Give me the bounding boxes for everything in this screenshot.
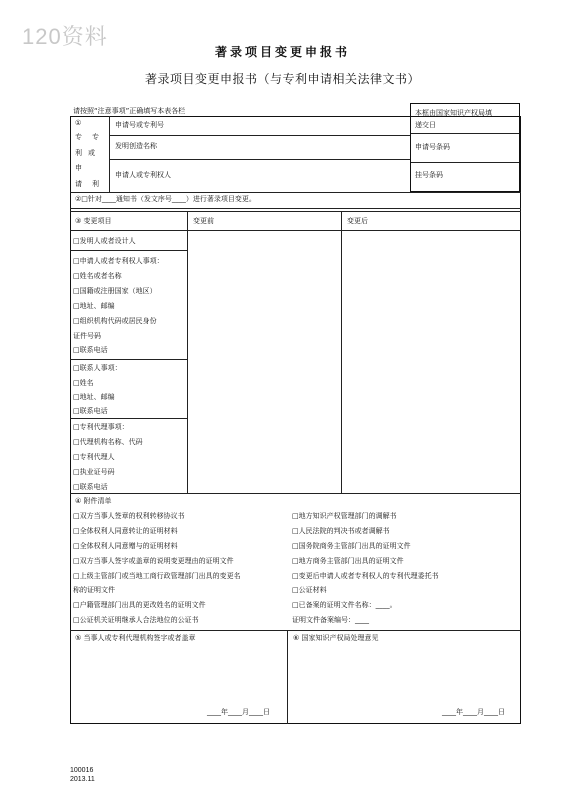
applicant-field[interactable]: 申请人或专利权人 (115, 171, 171, 179)
attachment-checkbox[interactable]: □双方当事人签章的权利转移协议书 (73, 512, 185, 520)
section1-label-char: 利 (92, 180, 99, 188)
change-item-checkbox[interactable]: □专利代理事项： (73, 423, 129, 431)
section1-label-char: 请 (75, 180, 82, 188)
section1-label-char: 申 (75, 164, 82, 172)
section3-header-item: ③ 变更项目 (75, 217, 112, 225)
attachment-checkbox[interactable]: □全体权利人同意赠与的证明材料 (73, 542, 178, 550)
change-item-checkbox[interactable]: □地址、邮编 (73, 393, 115, 401)
attachment-checkbox[interactable]: □双方当事人签字或盖章的说明变更理由的证明文件 (73, 557, 234, 565)
section2-notice-text[interactable]: ②□针对____通知书（发文序号____）进行著录项目变更。 (75, 195, 256, 203)
change-item-checkbox[interactable]: □姓名 (73, 379, 94, 387)
change-item-checkbox[interactable]: □发明人或者设计人 (73, 237, 136, 245)
attachment-continuation: 称的证明文件 (73, 586, 115, 594)
attachment-checkbox[interactable]: □地方商务主管部门出具的证明文件 (292, 557, 404, 565)
change-item-checkbox[interactable]: □代理机构名称、代码 (73, 438, 143, 446)
form-subtitle: 著录项目变更申报书（与专利申请相关法律文书） (144, 72, 420, 86)
cnipa-opinion-header: ⑥ 国家知识产权局处理意见 (293, 634, 379, 642)
attachment-checkbox[interactable]: □全体权利人同意转让的证明材料 (73, 527, 178, 535)
section4-header: ④ 附件清单 (75, 497, 112, 505)
application-barcode-label: 申请号条码 (415, 143, 450, 151)
change-item-checkbox[interactable]: □联系电话 (73, 407, 108, 415)
attachment-checkbox[interactable]: □变更后申请人或者专利权人的专利代理委托书 (292, 572, 439, 580)
filing-date-label: 递交日 (415, 121, 436, 129)
record-number-field[interactable]: 证明文件备案编号：____ (292, 616, 369, 624)
change-item-checkbox[interactable]: □执业证号码 (73, 468, 115, 476)
change-item-checkbox[interactable]: □国籍或注册国家（地区） (73, 287, 157, 295)
change-item-checkbox[interactable]: □申请人或者专利权人事项： (73, 257, 164, 265)
application-number-field[interactable]: 申请号或专利号 (115, 121, 164, 129)
attachment-checkbox[interactable]: □已备案的证明文件名称：____。 (292, 601, 397, 609)
change-item-checkbox[interactable]: □联系电话 (73, 483, 108, 491)
change-item-continuation: 证件号码 (73, 332, 101, 340)
change-item-checkbox[interactable]: □组织机构代码或居民身份 (73, 317, 157, 325)
invention-name-field[interactable]: 发明创造名称 (115, 142, 157, 150)
attachment-checkbox[interactable]: □公证机关证明继承人合法地位的公证书 (73, 616, 199, 624)
attachment-checkbox[interactable]: □公证材料 (292, 586, 327, 594)
section1-label-char: 专 (75, 133, 82, 141)
change-item-checkbox[interactable]: □地址、邮编 (73, 302, 115, 310)
section1-label-char: 利 (75, 149, 82, 157)
section3-header-after: 变更后 (347, 217, 368, 225)
section1-label-char: 专 (92, 133, 99, 141)
attachment-checkbox[interactable]: □户籍管理部门出具的更改姓名的证明文件 (73, 601, 206, 609)
form-code: 100016 (70, 767, 94, 774)
change-item-checkbox[interactable]: □姓名或者名称 (73, 272, 122, 280)
instruction-text: 请按照“注意事项”正确填写本表各栏 (73, 107, 186, 115)
office-box-header: 本框由国家知识产权局填 (415, 109, 492, 117)
form-title: 著录项目变更申报书 (214, 45, 350, 59)
attachment-checkbox[interactable]: □国务院商务主管部门出具的证明文件 (292, 542, 411, 550)
signature-header: ⑤ 当事人或专利代理机构签字或者盖章 (75, 634, 196, 642)
attachment-checkbox[interactable]: □上级主管部门或当地工商行政管理部门出具的变更名 (73, 572, 241, 580)
attachment-checkbox[interactable]: □地方知识产权管理部门的调解书 (292, 512, 397, 520)
change-item-checkbox[interactable]: □联系人事项： (73, 364, 122, 372)
opinion-date: ____年____月____日 (442, 708, 505, 716)
section1-label-char: 或 (88, 149, 95, 157)
change-item-checkbox[interactable]: □专利代理人 (73, 453, 115, 461)
section3-header-before: 变更前 (193, 217, 214, 225)
section1-number: ① (75, 119, 82, 127)
attachment-checkbox[interactable]: □人民法院的判决书或者调解书 (292, 527, 390, 535)
registered-barcode-label: 挂号条码 (415, 171, 443, 179)
watermark: 120资料 (22, 24, 108, 49)
form-version-date: 2013.11 (70, 776, 95, 783)
change-item-checkbox[interactable]: □联系电话 (73, 346, 108, 354)
signature-date[interactable]: ____年____月____日 (207, 708, 270, 716)
